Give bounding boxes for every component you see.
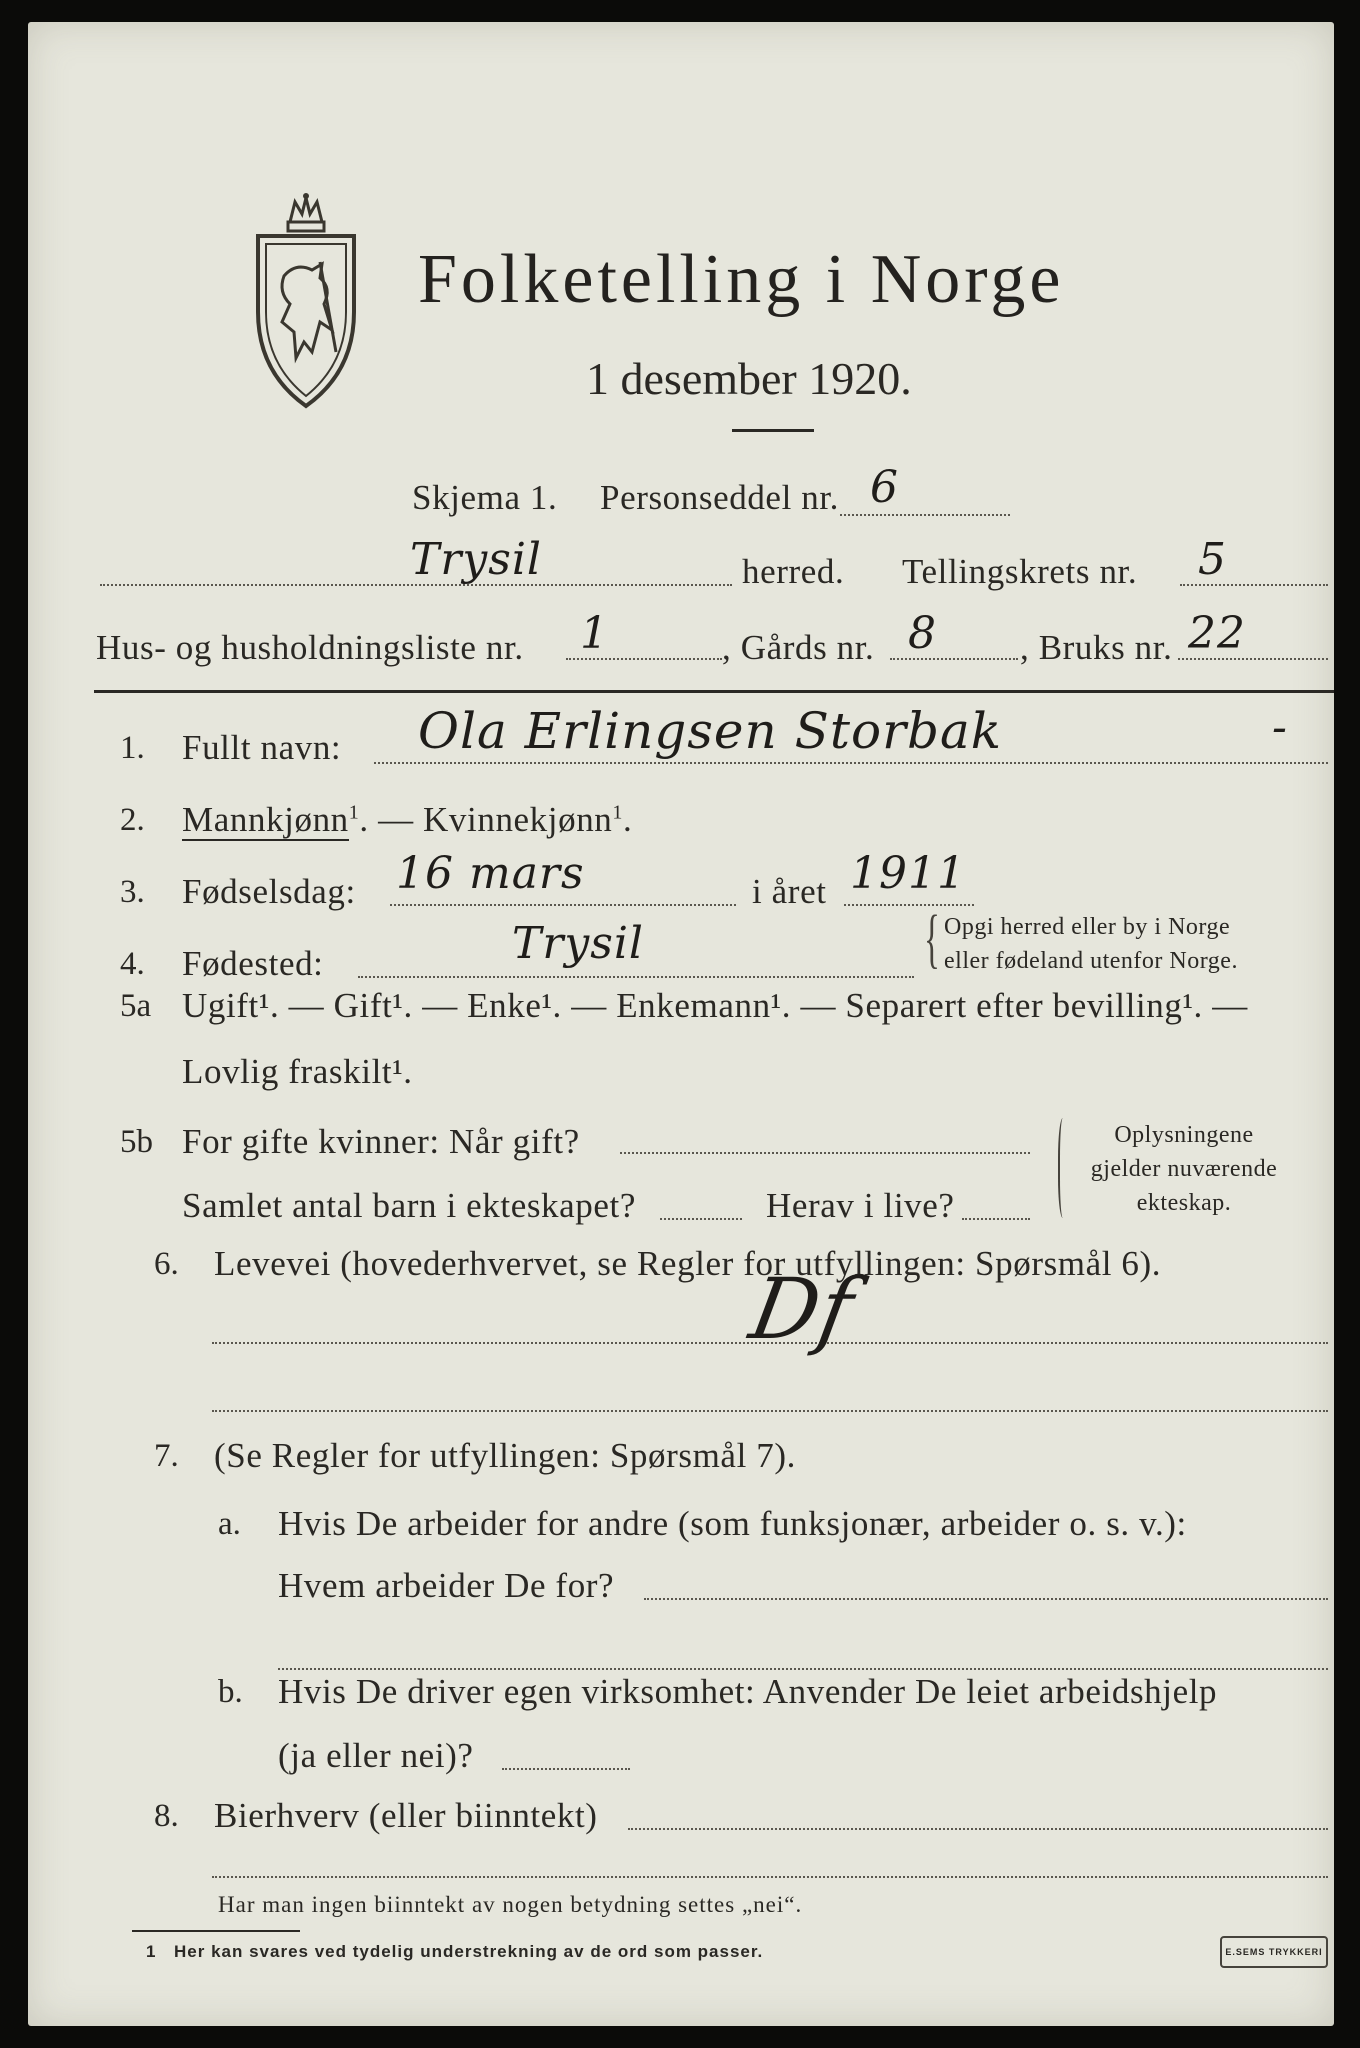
q2-male-footnote-mark: 1 [348, 801, 360, 824]
printer-stamp: E.SEMS TRYKKERI [1220, 1936, 1328, 1968]
footnote-rule [132, 1930, 300, 1932]
personseddel-field [840, 514, 1010, 516]
biinntekt-note: Har man ingen biinntekt av nogen betydning settes „nei“. [218, 1892, 803, 1917]
q5b-line2b: Herav i live? [766, 1186, 955, 1225]
header-separator [94, 690, 1334, 693]
herred-value: Trysil [410, 534, 542, 585]
gards-value: 8 [908, 608, 937, 659]
q7-label: (Se Regler for utfyllingen: Spørsmål 7). [214, 1436, 796, 1475]
hus-label: Hus- og husholdningsliste nr. [96, 628, 524, 667]
form-title: Folketelling i Norge [418, 241, 1065, 318]
q4-birthplace-field [358, 976, 914, 978]
q4-birthplace-value: Trysil [512, 918, 644, 969]
q5b-number: 5b [120, 1124, 153, 1160]
q1-field [374, 762, 1328, 764]
q8-label: Bierhverv (eller biinntekt) [214, 1796, 598, 1835]
q5a-options-line2: Lovlig fraskilt¹. [182, 1052, 413, 1091]
q7b-answer-field [502, 1768, 630, 1770]
q2-male-option: Mannkjønn [182, 800, 349, 839]
q2-options [182, 800, 632, 840]
q6-occupation-code: Df [743, 1260, 862, 1358]
q1-number: 1. [120, 730, 145, 766]
q4-note-brace: { [924, 902, 940, 975]
q8-income-field-2 [212, 1876, 1328, 1878]
q2-number: 2. [120, 802, 145, 838]
q3-label: Fødselsdag: [182, 872, 356, 911]
norwegian-coat-of-arms-icon [250, 192, 362, 410]
gards-label: , Gårds nr. [722, 628, 875, 667]
q4-label: Fødested: [182, 944, 324, 983]
hus-value: 1 [580, 608, 609, 659]
q6-label: Levevei (hovederhvervet, se Regler for utfyllingen: Spørsmål 6). [214, 1244, 1162, 1283]
q7a-employer-field-2 [278, 1668, 1328, 1670]
q3-year-field [844, 904, 974, 906]
bruks-label: , Bruks nr. [1020, 628, 1173, 667]
footnote-number: 1 [146, 1942, 157, 1961]
q5b-married-when-field [620, 1152, 1030, 1154]
title-divider [732, 429, 814, 432]
q1-trailing-dash: - [1272, 702, 1288, 753]
bruks-value: 22 [1188, 608, 1246, 659]
census-date: 1 desember 1920. [586, 353, 912, 404]
q7-number: 7. [154, 1438, 179, 1474]
herred-label: herred. [742, 552, 845, 591]
q5b-note-line3: ekteskap. [1136, 1190, 1232, 1216]
q3-year-label: i året [752, 872, 827, 911]
q7a-line2: Hvem arbeider De for? [278, 1566, 615, 1605]
census-form-sheet [28, 22, 1334, 2026]
q5b-alive-field [962, 1218, 1030, 1220]
q3-birthday-field [390, 904, 736, 906]
tellingskrets-label: Tellingskrets nr. [902, 552, 1138, 591]
skjema-label: Skjema 1. [412, 478, 558, 517]
q5b-line2a: Samlet antal barn i ekteskapet? [182, 1186, 636, 1225]
q5b-note-line1: Oplysningene [1114, 1122, 1254, 1148]
tellingskrets-value: 5 [1198, 534, 1227, 585]
q3-birthday-value: 16 mars [396, 848, 585, 899]
q3-number: 3. [120, 874, 145, 910]
q2-end: . [623, 800, 633, 839]
q7b-line2: (ja eller nei)? [278, 1736, 474, 1775]
q4-note-line2: eller fødeland utenfor Norge. [944, 948, 1238, 974]
q5b-note-line2: gjelder nuværende [1090, 1156, 1278, 1182]
footnote-text: Her kan svares ved tydelig understrekning av de ord som passer. [174, 1942, 764, 1961]
q3-year-value: 1911 [850, 848, 966, 899]
q2-separator: . — [359, 800, 424, 839]
q6-number: 6. [154, 1246, 179, 1282]
q5a-number: 5a [120, 988, 152, 1024]
q2-female-footnote-mark: 1 [612, 801, 624, 824]
q6-occupation-field-2 [212, 1410, 1328, 1412]
q5b-children-field [660, 1218, 742, 1220]
q1-label: Fullt navn: [182, 728, 342, 767]
personseddel-value: 6 [870, 462, 899, 513]
q7b-line1: Hvis De driver egen virksomhet: Anvender De leiet arbeidshjelp [278, 1672, 1218, 1711]
q7b-letter: b. [218, 1674, 243, 1710]
q7a-letter: a. [218, 1506, 241, 1542]
personseddel-label: Personseddel nr. [600, 478, 840, 517]
q8-income-field-1 [628, 1828, 1328, 1830]
q2-female-option: Kvinnekjønn [423, 800, 613, 839]
q8-number: 8. [154, 1798, 179, 1834]
q4-note-line1: Opgi herred eller by i Norge [944, 914, 1231, 940]
q4-number: 4. [120, 946, 145, 982]
q7a-employer-field-1 [644, 1598, 1328, 1600]
q1-full-name: Ola Erlingsen Storbak [418, 702, 1003, 760]
q5b-line1: For gifte kvinner: Når gift? [182, 1122, 580, 1161]
q5a-options-line1: Ugift¹. — Gift¹. — Enke¹. — Enkemann¹. — Separert efter bevilling¹. — [182, 986, 1248, 1025]
q7a-line1: Hvis De arbeider for andre (som funksjonær, arbeider o. s. v.): [278, 1504, 1187, 1543]
